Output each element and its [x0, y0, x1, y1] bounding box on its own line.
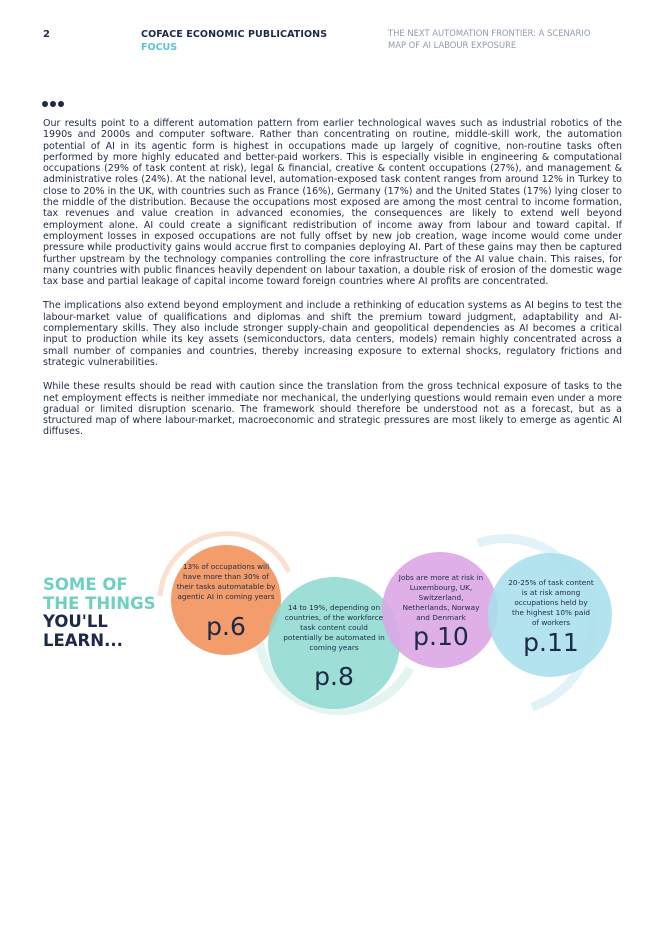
bubble-4-page: p.11 — [523, 628, 579, 657]
section-label: FOCUS — [141, 42, 178, 53]
paragraph-1: Our results point to a different automation pattern from earlier technological waves such as industrial robotics of the 1990s and 2000s and computer software. Rather than concentrating on routine, middle-skill work, the automation potential of AI in its agentic form is highest in occupations made up largely of cognitive, non-routine tasks often performed by more highly educated and better-paid workers. This is especially visible in engineering & computational occupations (29% of task content at risk), legal & financial, creative & content occupations (27%), and management & administrative roles (24%). At the national level, automation-exposed task content ranges from around 12% in Turkey to close to 20% in the UK, with countries such as France (16%), Germany (17%) and the United States (17%) lying closer to the middle of the distribution. Because the occupations most exposed are among the most central to income formation, tax revenues and value creation in advanced economies, the consequences are likely to extend well beyond employment alone. AI could create a significant redistribution of income away from labour and toward capital. If employment losses in exposed occupations are not fully offset by new job creation, wage income would come under pressure while productivity gains would accrue first to companies deploying AI. Part of these gains may then be captured further upstream by the technology companies controlling the core infrastructure of the AI value chain. This raises, for many countries with public finances heavily dependent on labour taxation, a double risk of erosion of the domestic wage tax base and partial leakage of capital income toward foreign countries where AI profits are concentrated. — [43, 118, 622, 288]
paragraph-3: While these results should be read with caution since the translation from the gross technical exposure of tasks to the net employment effects is neither immediate nor mechanical, the underlying questions would remain even under a more gradual or limited disruption scenario. The framework should therefore be understood not as a forecast, but as a structured map of where labour-market, macroeconomic and strategic pressures are most likely to emerge as agentic AI diffuses. — [43, 381, 622, 438]
learn-heading-line-1: SOME OF — [43, 575, 128, 594]
bubble-2-page: p.8 — [314, 662, 354, 691]
learn-heading — [43, 576, 156, 650]
learn-heading-line-3: YOU'LL — [43, 612, 108, 631]
document-title: THE NEXT AUTOMATION FRONTIER: A SCENARIO MAP OF AI LABOUR EXPOSURE — [388, 28, 591, 50]
bubble-3-page: p.10 — [413, 622, 469, 651]
bubble-1-text: 13% of occupations will have more than 30% of their tasks automatable by agentic AI in coming years — [176, 562, 276, 601]
learn-heading-line-2: THE THINGS — [43, 593, 156, 613]
publication-title: COFACE ECONOMIC PUBLICATIONS — [141, 29, 328, 40]
bubble-3-text: Jobs are more at risk in Luxembourg, UK, Switzerland, Netherlands, Norway and Denmark — [398, 573, 484, 622]
page-number: 2 — [43, 29, 50, 40]
learn-heading-line-4: LEARN... — [43, 630, 123, 650]
bubble-4-text: 20-25% of task content is at risk among occupations held by the highest 10% paid of workers — [508, 578, 594, 627]
paragraph-2: The implications also extend beyond employment and include a rethinking of education systems as AI begins to test the labour-market value of qualifications and diplomas and shift the premium toward judgment, adaptability and AI-complementary skills. They also include stronger supply-chain and geopolitical dependencies as AI becomes a critical input to production while its key assets (semiconductors, data centers, models) remain highly concentrated across a small number of companies and countries, thereby increasing exposure to external shocks, regulatory frictions and strategic vulnerabilities. — [43, 300, 622, 368]
bubble-1-page: p.6 — [206, 612, 246, 641]
bubble-2-text: 14 to 19%, depending on countries, of the workforce task content could potentially be automated in coming years — [283, 603, 385, 652]
